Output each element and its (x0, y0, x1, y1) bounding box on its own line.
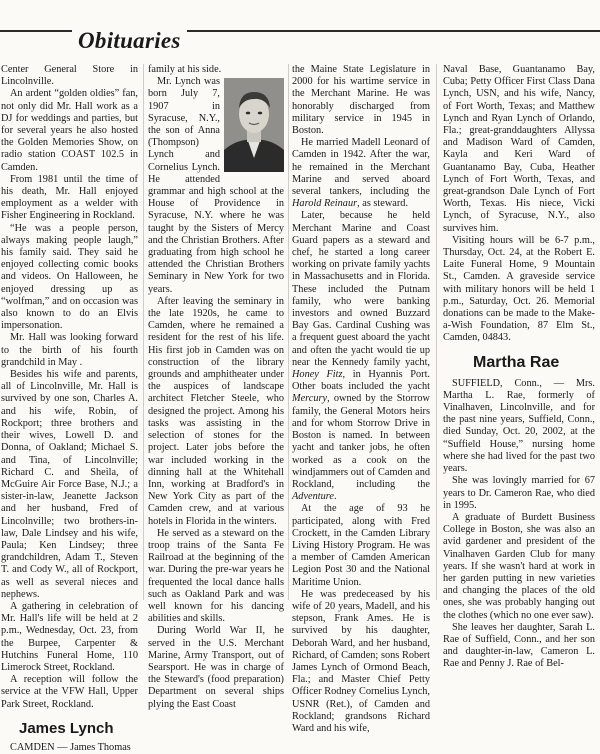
section-header (0, 0, 600, 62)
text-run: He married Madell Leonard of Camden in 1942. After the war, he remained in the Merchant Marine and served aboard several tankers, including the (292, 137, 430, 198)
column-divider (436, 64, 437, 600)
paragraph: Mr. Lynch was born July 7, 1907 in Syracuse, N.Y., the son of Anna (Thompson) Lynch and Cornelius Lynch. He attended grammar and high school at the House of Providence in Syracuse, N.Y. where he was taught by the Sisters of Mercy and the Christian Brothers. After graduating from high school he attended the Christian Brothers Seminary in New York for two years. (148, 76, 284, 295)
paragraph: Center General Store in Lincolnville. (1, 64, 138, 88)
text-run: , as steward. (357, 198, 409, 210)
paragraph: She leaves her daughter, Sarah L. Rae of Suffield, Conn., and her son and daughter-in-law, Cameron L. Rae and Penny J. Rae of Bel- (443, 621, 595, 670)
paragraph: SUFFIELD, Conn., — Mrs. Martha L. Rae, formerly of Vinalhaven, Lincolnville, and for the past nine years, Suffield, Conn., died Sunday, Oct. 20, 2002, at the “Suffield House,” nursing home where she had lived for the past two years. (443, 377, 595, 475)
paragraph: Besides his wife and parents, all of Lincolnville, Mr. Hall is survived by one son, Charles A. and his wife, Robin, of Rockport; three brothers and their wives, Lowell D. and Donna, of Oakland; Michael S. and Tina, of Lincolnville; Richard C. and Sheila, of McGuire Air Force Base, N.J.; a sister-in-law, Jeanette Jackson and her husband, Fred of Lincolnville; two brothers-in-law, Dale Lindsey and his wife, Paula; Ken Lindsey; three grandchildren, Adam T., Steven T. and Cody W., all of Rockport, as well as several nieces and nephews. (1, 369, 138, 600)
paragraph: He was predeceased by his wife of 20 years, Madell, and his stepson, Frank Ames. He is survived by his daughter, Deborah Ward, and her husband, Richard, of Camden; sons Robert James Lynch of Ormond Beach, Fla.; and Master Chief Petty Officer Rodney Cornelius Lynch, USNR (Ret.), of Camden and Rockland; grandsons Richard Ward and his wife, (292, 588, 430, 734)
paragraph: An ardent “golden oldies” fan, not only did Mr. Hall work as a DJ for weddings and parties, but for several years he also hosted the Golden Memories Show, on radio station COAST 102.5 in Camden. (1, 88, 138, 173)
column-4 (443, 64, 595, 670)
paragraph: During World War II, he served in the U.S. Merchant Marine, Army Transport, out of Searsport. He was in charge of the Steward's (food preparation) Department on several ships plying the East Coast (148, 625, 284, 710)
paragraph: family at his side. (148, 64, 222, 75)
paragraph: the Maine State Legislature in 2000 for his wartime service in the Merchant Marine. He was honorably discharged from military service in 1945 in Boston. (292, 64, 430, 137)
paragraph: A graduate of Burdett Business College in Boston, she was also an avid gardener and president of the Vinalhaven Garden Club for many years. If she wasn't hard at work in her garden putting in new varieties and changing the places of the old ones, she was probably hanging out the clothes (which no one ever saw). (443, 511, 595, 621)
portrait-photo (224, 78, 284, 172)
yacht-name: Adventure (292, 491, 334, 503)
column-divider (288, 64, 289, 600)
paragraph: He served as a steward on the troop trains of the Santa Fe Railroad at the beginning of the war. During the pre-war years he frequented the local dance halls such as Oakland Park and was well known for his dancing abilities and skills. (148, 527, 284, 625)
text-run: , in Hyannis Port. Other boats included the yacht (292, 369, 430, 393)
paragraph: CAMDEN — James Thomas (10, 741, 131, 753)
obituary-heading-james-lynch: James Lynch (19, 719, 114, 737)
column-divider (143, 64, 144, 600)
text-run: Later, because he held Merchant Marine and Coast Guard papers as a steward and chef, he started a long career working on private family yachts in Massachusetts and in Florida. These included the Putnam family, who were banking investors and owned Buzzard Bay Gas. Cardinal Cushing was a frequent guest aboard the yacht and often the yacht would tie up near the Kennedy family yacht, (292, 210, 430, 368)
paragraph (292, 137, 430, 210)
yacht-name: Honey Fitz (292, 369, 343, 381)
paragraph: At the age of 93 he participated, along with Fred Crockett, in the Camden Library Living History Program. He was a member of Camden American Legion Post 30 and the National Maritime Union. (292, 503, 430, 588)
paragraph: From 1981 until the time of his death, Mr. Hall enjoyed employment as a welder with Fisher Engineering in Rockland. (1, 173, 138, 222)
paragraph: A gathering in celebration of Mr. Hall's life will be held at 2 p.m., Wednesday, Oct. 23, from the Burpee, Carpenter & Hutchins Funeral Home, 110 Limerock Street, Rockland. (1, 600, 138, 673)
text-run: . (333, 491, 337, 503)
paragraph: She was lovingly married for 67 years to Dr. Cameron Rae, who died in 1995. (443, 475, 595, 511)
paragraph: Mr. Hall was looking forward to the birth of his fourth grandchild in May . (1, 332, 138, 368)
obituary-heading-martha-rae: Martha Rae (473, 353, 560, 371)
section-title: Obituaries (72, 28, 187, 54)
text-run: , owned by the Storrow family, the General Motors heirs and for whom Storrow Drive in Boston is named. In between yacht and tanker jobs, he often worked as a cook on the windjammers out of Camden and Rockland, including the (292, 393, 430, 490)
paragraph: After leaving the seminary in the late 1920s, he came to Camden, where he remained a resident for the rest of his life. His first job in Camden was on construction of the library grounds and amphitheater under the auspices of landscape architect Fletcher Steele, who designed the project. Among his tasks was assisting in the selection of stones for the project. Later jobs before the war included working in the dinning hall at the Whitehall Inn, working at Bradford's in New York City as part of the Camden crew, and at various hotels in Florida in the winters. (148, 295, 284, 527)
column-3 (292, 64, 430, 734)
ship-name: Harold Reinaur (292, 198, 358, 210)
column-2 (148, 64, 284, 710)
paragraph: Visiting hours will be 6-7 p.m., Thursday, Oct. 24, at the Robert E. Laite Funeral Home, 9 Mountain St., Camden. A graveside service with military honors will be held 1 p.m., Saturday, Oct. 26. Memorial donations can be made to the Make-a-Wish Foundation, 87 Elm St., Camden, 04843. (443, 234, 595, 344)
paragraph (292, 210, 430, 503)
portrait-image (224, 78, 284, 172)
paragraph: A reception will follow the service at the VFW Hall, Upper Park Street, Rockland. (1, 674, 138, 710)
paragraph: Naval Base, Guantanamo Bay, Cuba; Petty Officer First Class Dana Lynch, USN, and his wife, Nancy, of Fort Worth, Texas; and Matthew Lynch and Ryan Lynch of Orlando, Fla.; great-granddaughters Allyssa and Madison Ward of Camden, Kayla and Keri Ward of Guantanamo Bay, Cuba, Heather Lynch of Fort Worth, Texas, and great-grandson Dale Lynch of Fort Worth, Texas. His niece, Vicki Lynch, of Syracuse, N.Y., also survives him. (443, 64, 595, 234)
paragraph: “He was a people person, always making people laugh,” his family said. They said he enjoyed collecting comic books and videos. On Halloween, he enjoyed dressing up as “wolfman,” and on occasion was also known to do an Elvis impersonation. (1, 222, 138, 332)
column-1 (1, 64, 138, 753)
yacht-name: Mercury (292, 393, 328, 405)
